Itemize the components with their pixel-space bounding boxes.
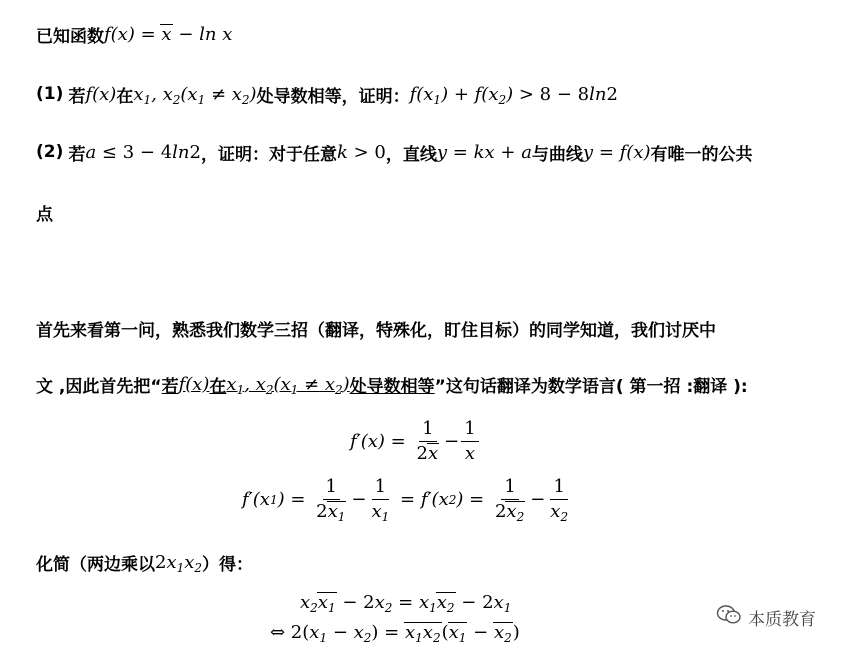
frac-x1-b: $\frac{1}{x_1}$ [371,476,390,524]
q2-prove: ，证明：对于任意 [200,144,337,165]
q2-unique-a: 有唯一的公共 [650,144,753,165]
solution-para-1: 首先来看第一问，熟悉我们数学三招（翻译，特殊化，盯住目标）的同学知道，我们讨厌中 [36,321,716,341]
question-1 [36,80,618,108]
problem-intro [36,20,232,48]
q1-points: $x_1$, $x_2(x_1 \ne x_2)$ [133,83,257,107]
q1-if: 若 [68,86,86,107]
q2-k: k > 0 [336,141,386,163]
q1-fx: f(x) [85,83,117,105]
wechat-icon [716,604,742,631]
question-2 [36,138,753,166]
para2-q-at: 在 [209,376,227,397]
simplified-eq-1: $x_2x_1 - 2x_2 = x_1x_2 - 2x_1$ [300,592,512,615]
q1-at: 在 [116,86,134,107]
q2-condition: a ≤ 3 − 4ln2 [85,141,201,163]
q2-curve-eq: y = f(x) [582,141,651,163]
q2-label: (2) [36,142,64,162]
q1-equal: 处导数相等，证明： [256,86,410,107]
para2-b: ”这句话翻译为数学语言( 第一招 :翻译 ): [434,376,748,397]
para2-a: 文 ,因此首先把“ [36,376,162,397]
q2-and: 与曲线 [531,144,583,165]
para2-q-end: 处导数相等 [349,376,435,397]
solution-para-2 [36,370,748,398]
function-definition: f(x) = x − ln x [104,23,233,45]
q2-unique-b: 点 [36,205,53,225]
frac-1-over-2sqrtx: $\frac{1}{2x}$ [416,418,439,464]
derivative-formula: f′(x) = $\frac{1}{2x}$ − $\frac{1}{x}$ [350,418,481,465]
intro-text: 已知函数 [36,26,104,47]
simplified-eq-2: ⇔ $2(x_1 - x_2) = x_1x_2(x_1 - x_2)$ [270,622,520,645]
quoted-condition [162,372,435,397]
watermark [716,604,816,631]
watermark-text: 本质教育 [748,610,816,630]
simplify-b: ）得： [202,554,254,575]
frac-x2-a: $\frac{1}{2x_2}$ [494,476,525,524]
q1-inequality: $f(x_1) + f(x_2) > 8 - 8\ln 2$ [409,83,618,107]
q2-line-eq: y = kx + a [436,141,532,163]
simplify-line [36,548,253,576]
para2-points: $x_1$, $x_2(x_1 \ne x_2)$ [226,373,350,397]
derivative-equality: f′(x 1 ) = $\frac{1}{2x_1}$ − $\frac{1}{x_1}$ = f′(x 2 ) = $\frac{1}{2x_2}$ − $\frac{1}{x_2}$ [242,476,573,523]
q1-label: (1) [36,84,64,104]
para2-fx: f(x) [178,373,210,395]
simplify-factor: $2x_1x_2$ [155,551,203,575]
q2-if: 若 [68,144,86,165]
frac-x2-b: $\frac{1}{x_2}$ [550,476,569,524]
q2-line: ，直线 [385,144,437,165]
simplify-a: 化简（两边乘以 [36,554,155,575]
frac-x1-a: $\frac{1}{2x_1}$ [316,476,346,524]
para2-q-if: 若 [161,376,179,397]
frac-1-over-x: $\frac{1}{x}$ [461,418,478,465]
